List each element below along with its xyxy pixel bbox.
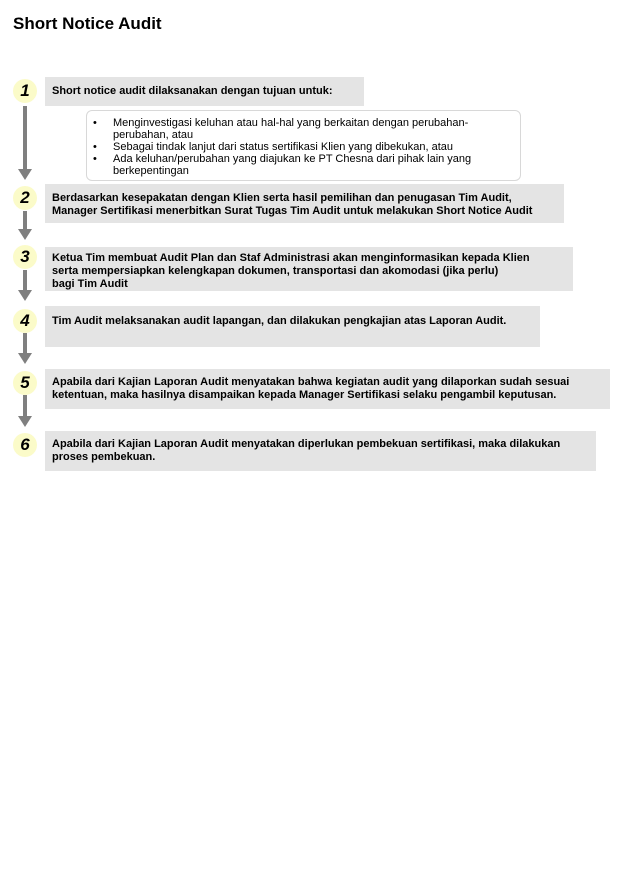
bullet-text: Ada keluhan/perubahan yang diajukan ke PT Chesna dari pihak lain yang berkepentingan [113, 153, 472, 177]
down-arrow-icon [18, 333, 32, 365]
bullet-icon: • [93, 117, 97, 129]
down-arrow-icon [18, 106, 32, 181]
step-text-3: Ketua Tim membuat Audit Plan dan Staf Administrasi akan menginformasikan kepada Klien serta mempersiapkan kelengkapan dokumen, transportasi dan akomodasi (jika perlu) bagi Tim Audit [52, 252, 530, 290]
step-box-6 [45, 431, 596, 471]
step-text-1: Short notice audit dilaksanakan dengan tujuan untuk: [52, 85, 333, 97]
step-number-3: 3 [13, 245, 37, 269]
step-text-2: Berdasarkan kesepakatan dengan Klien serta hasil pemilihan dan penugasan Tim Audit, Manager Sertifikasi menerbitkan Surat Tugas Tim Audit untuk melakukan Short Notice Audit [52, 192, 533, 217]
down-arrow-icon [18, 395, 32, 428]
bullet-text: Menginvestigasi keluhan atau hal-hal yang berkaitan dengan perubahan- perubahan, atau [113, 117, 469, 141]
step-text-6: Apabila dari Kajian Laporan Audit menyatakan diperlukan pembekuan sertifikasi, maka dilakukan proses pembekuan. [52, 438, 561, 463]
step-box-1 [45, 77, 364, 106]
bullet-icon: • [93, 153, 97, 165]
bullet-icon: • [93, 141, 97, 153]
step-text-4: Tim Audit melaksanakan audit lapangan, dan dilakukan pengkajian atas Laporan Audit. [52, 315, 507, 327]
list-item [93, 117, 510, 141]
down-arrow-icon [18, 211, 32, 241]
bullet-text: Sebagai tindak lanjut dari status sertifikasi Klien yang dibekukan, atau [113, 141, 453, 153]
step-number-1: 1 [13, 79, 37, 103]
list-item [93, 153, 510, 177]
purpose-bullet-box [86, 110, 521, 181]
step-number-4: 4 [13, 309, 37, 333]
step-box-4 [45, 306, 540, 347]
step-number-2: 2 [13, 186, 37, 210]
step-number-5: 5 [13, 371, 37, 395]
down-arrow-icon [18, 270, 32, 302]
step-box-5 [45, 369, 610, 409]
list-item [93, 141, 510, 153]
step-number-6: 6 [13, 433, 37, 457]
step-text-5: Apabila dari Kajian Laporan Audit menyatakan bahwa kegiatan audit yang dilaporkan sudah sesuai ketentuan, maka hasilnya disampaikan kepada Manager Sertifikasi selaku pengambil keputusan. [52, 376, 570, 401]
step-box-3 [45, 247, 573, 291]
page-title: Short Notice Audit [13, 14, 162, 33]
step-box-2 [45, 184, 564, 223]
purpose-bullet-list [93, 117, 510, 177]
